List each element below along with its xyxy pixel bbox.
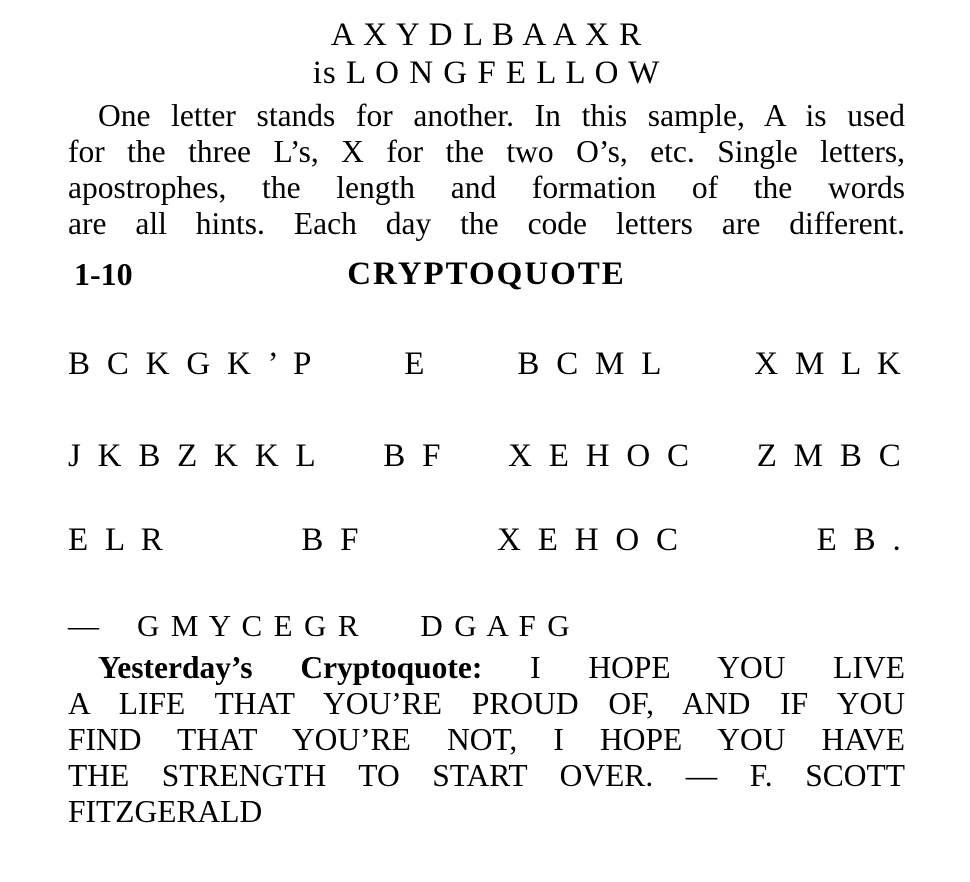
solution-line: A LIFE THAT YOU’RE PROUD OF, AND IF YOU bbox=[68, 686, 905, 721]
instructions-line: One letter stands for another. In this sample, A is used bbox=[98, 98, 905, 133]
yesterdays-solution-paragraph bbox=[68, 650, 905, 830]
cryptogram-word: E B . bbox=[816, 522, 905, 558]
solution-text: I HOPE YOU LIVE bbox=[482, 650, 905, 685]
cryptogram-word: E L R bbox=[68, 522, 168, 558]
cryptogram-word: B F bbox=[301, 522, 363, 558]
puzzle-title: CRYPTOQUOTE bbox=[347, 256, 626, 292]
cryptogram-word: B C M L bbox=[517, 346, 666, 382]
instructions-line: for the three L’s, X for the two O’s, etc. Single letters, bbox=[68, 134, 905, 169]
cryptogram-line-3 bbox=[68, 520, 905, 560]
cryptogram-line-1 bbox=[68, 344, 905, 384]
attribution-word: G M Y C E G R bbox=[137, 608, 361, 643]
sample-cipher-line: A X Y D L B A A X R bbox=[330, 17, 643, 53]
cryptogram-word: B F bbox=[383, 438, 445, 474]
instructions-paragraph bbox=[68, 98, 905, 242]
cryptogram-word: X E H O C bbox=[497, 522, 683, 558]
solution-line: FITZGERALD bbox=[68, 794, 263, 829]
cryptogram-word: X E H O C bbox=[508, 438, 694, 474]
cryptogram-word: X M L K bbox=[754, 346, 905, 382]
cryptogram-line-2 bbox=[68, 436, 905, 476]
solution-line: FIND THAT YOU’RE NOT, I HOPE YOU HAVE bbox=[68, 722, 905, 757]
cryptogram-word: J K B Z K K L bbox=[68, 438, 320, 474]
instructions-line: are all hints. Each day the code letters are different. bbox=[68, 206, 905, 241]
solution-line bbox=[68, 650, 905, 686]
cryptogram-word: E bbox=[404, 346, 429, 382]
cryptogram-word: B C K G K ’ P bbox=[68, 346, 316, 382]
attribution-word: D G A F G bbox=[420, 608, 572, 643]
attribution-dash: — bbox=[68, 608, 99, 643]
cryptogram-word: Z M B C bbox=[756, 438, 905, 474]
solution-label: Yesterday’s Cryptoquote: bbox=[98, 650, 483, 685]
solution-line: THE STRENGTH TO START OVER. — F. SCOTT bbox=[68, 758, 905, 793]
puzzle-date: 1-10 bbox=[74, 256, 133, 292]
puzzle-header-row bbox=[68, 254, 905, 294]
cryptogram-attribution-line bbox=[68, 606, 905, 646]
instructions-line: apostrophes, the length and formation of the words bbox=[68, 170, 905, 205]
sample-answer-line: is L O N G F E L L O W bbox=[312, 55, 661, 91]
